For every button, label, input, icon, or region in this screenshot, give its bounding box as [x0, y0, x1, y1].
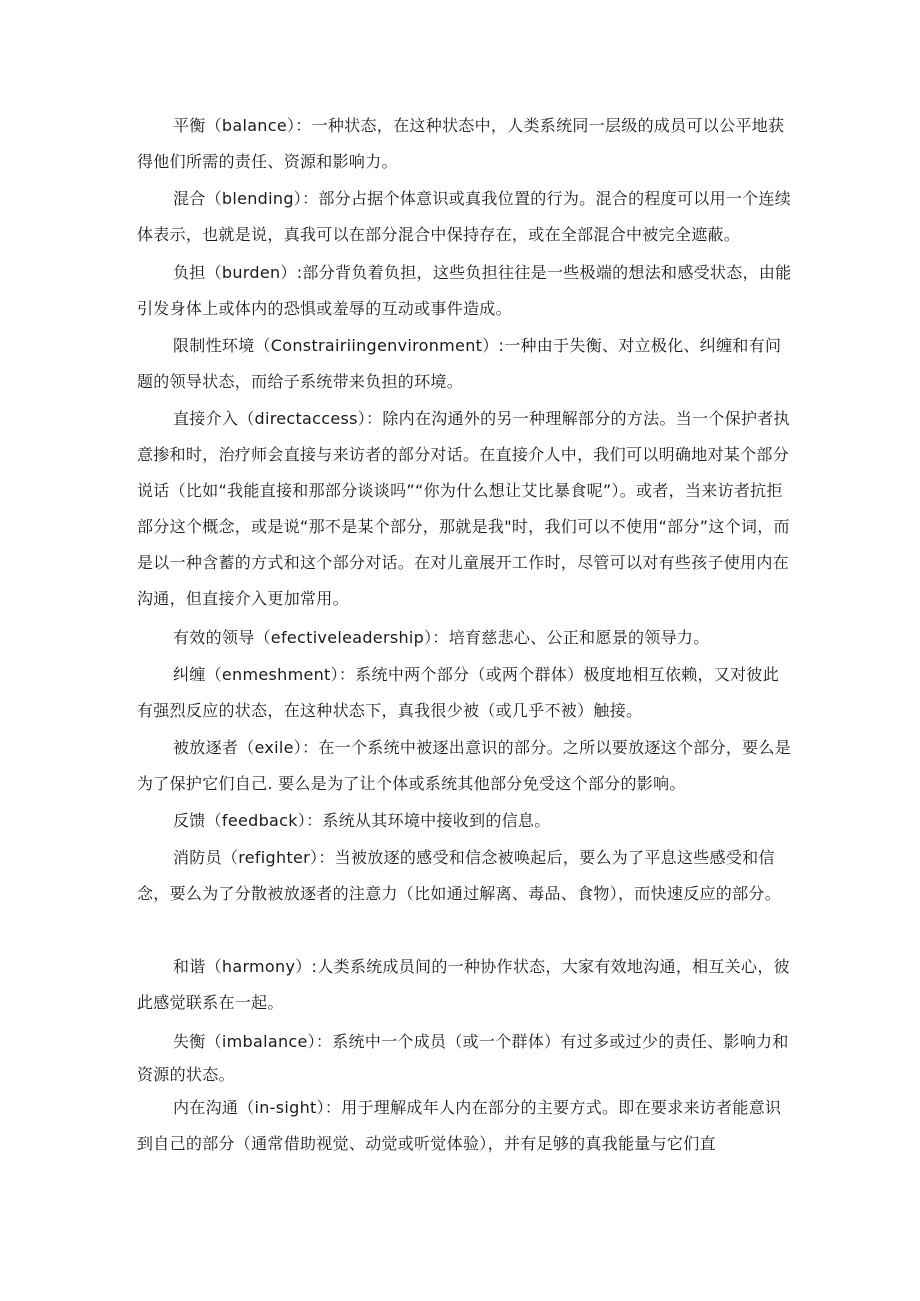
- glossary-entry-constraining-env: 限制性环境（Constrairiingenvironment）:一种由于失衡、对立极化、纠缠和有问题的领导状态，而给子系统带来负担的环境。: [137, 336, 782, 391]
- glossary-entry-balance: 平衡（balance）：一种状态，在这种状态中，人类系统同一层级的成员可以公平地获得他们所需的责任、资源和影响力。: [137, 116, 785, 171]
- glossary-entry-feedback: 反馈（feedback）：系统从其环境中接收到的信息。: [173, 811, 551, 830]
- glossary-entry-blending: 混合（blending）：部分占据个体意识或真我位置的行为。混合的程度可以用一个连续体表示，也就是说，真我可以在部分混合中保持存在，或在全部混合中被完全遮蔽。: [137, 189, 792, 244]
- glossary-entry-enmeshment: 纠缠（enmeshment）：系统中两个部分（或两个群体）极度地相互依赖，又对彼此有强烈反应的状态，在这种状态下，真我很少被（或几乎不被）触接。: [137, 665, 780, 720]
- glossary-entry-imbalance: 失衡（imbalance）：系统中一个成员（或一个群体）有过多或过少的责任、影响力和资源的状态。: [137, 1032, 789, 1084]
- glossary-entry-exile: 被放逐者（exile）：在一个系统中被逐出意识的部分。之所以要放逐这个部分，要么是为了保护它们自己. 要么是为了让个体或系统其他部分免受这个部分的影响。: [137, 738, 792, 793]
- glossary-entry-in-sight: 内在沟通（in-sight）：用于理解成年人内在部分的主要方式。即在要求来访者能意识到自己的部分（通常借助视觉、动觉或听觉体验），并有足够的真我能量与它们直: [137, 1098, 782, 1153]
- glossary-entry-burden: 负担（burden）:部分背负着负担，这些负担往往是一些极端的想法和感受状态，由能引发身体上或体内的恐惧或羞辱的互动或事件造成。: [137, 263, 792, 318]
- glossary-entry-direct-access: 直接介入（directaccess）：除内在沟通外的另一种理解部分的方法。当一个保护者执意掺和时，治疗师会直接与来访者的部分对话。在直接介人中，我们可以明确地对某个部分说话（比如“我能直接和那部分谈谈吗”“你为什么想让艾比暴食呢”）。或者，当来访者抗拒部分这个概念，或是说“那不是某个部分，那就是我"时，我们可以不使用“部分”这个词，而是以一种含蓄的方式和这个部分对话。在对儿童展开工作时，尽管可以对有些孩子使用内在沟通，但直接介入更加常用。: [137, 409, 790, 608]
- glossary-entry-effective-leadership: 有效的领导（efectiveleadership）：培育慈悲心、公正和愿景的领导力。: [173, 628, 710, 647]
- glossary-entry-firefighter: 消防员（refighter）：当被放逐的感受和信念被唤起后，要么为了平息这些感受和信念，要么为了分散被放逐者的注意力（比如通过解离、毒品、食物），而快速反应的部分。: [137, 848, 782, 903]
- glossary-entry-harmony: 和谐（harmony）:人类系统成员间的一种协作状态，大家有效地沟通，相互关心，彼此感觉联系在一起。: [137, 957, 790, 1012]
